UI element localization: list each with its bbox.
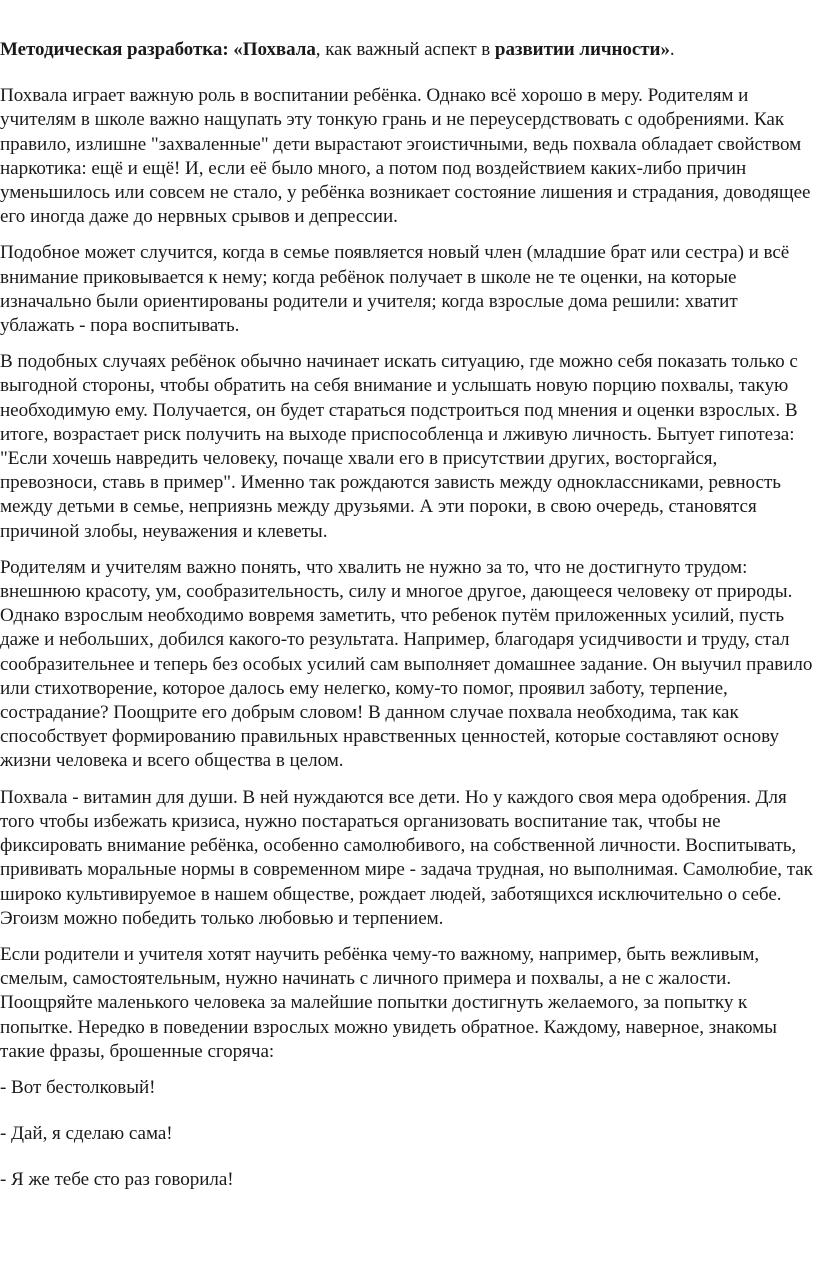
document-title — [0, 38, 816, 62]
title-part-2: , как важный аспект в — [315, 39, 495, 60]
paragraph-5: Похвала - витамин для души. В ней нуждаются все дети. Но у каждого своя мера одобрения. Для того чтобы избежать кризиса, нужно постараться организовать воспитание так, чтобы не фиксировать внимание ребёнка, особенно самолюбивого, на собственной личности. Воспитывать, прививать моральные нормы в современном мире - задача трудная, но выполнимая. Самолюбие, так широко культивируемое в нашем обществе, рождает людей, заботящихся исключительно о себе. Эгоизм можно победить только любовью и терпением. — [0, 786, 813, 929]
phrase-1: - Вот бестолковый! — [0, 1076, 156, 1098]
title-part-4: . — [669, 39, 675, 60]
paragraph-4: Родителям и учителям важно понять, что хвалить не нужно за то, что не достигнуто трудом: внешнюю красоту, ум, сообразительность, силу и многое другое, дающееся человеку от природы. Однако взрослым необходимо вовремя заметить, что ребенок путём приложенных усилий, пусть даже и небольших, добился какого-то результата. Например, благодаря усидчивости и труду, стал сообразительнее и теперь без особых усилий сам выполняет домашнее задание. Он выучил правило или стихотворение, которое далось ему нелегко, кому-то помог, проявил заботу, терпение, сострадание? Поощрите его добрым словом! В данном случае похвала необходима, так как способствует формированию правильных нравственных ценностей, которые составляют основу жизни человека и всего общества в целом. — [0, 556, 813, 772]
phrase-2: - Дай, я сделаю сама! — [0, 1123, 173, 1145]
title-bold-part-3: развитии личности» — [494, 39, 670, 60]
title-bold-part-1: Методическая разработка: «Похвала — [0, 39, 316, 60]
paragraph-6: Если родители и учителя хотят научить ребёнка чему-то важному, например, быть вежливым, смелым, самостоятельным, нужно начинать с личного примера и похвалы, а не с жалости. Поощряйте маленького человека за малейшие попытки достигнуть желаемого, за попытку к попытке. Нередко в поведении взрослых можно увидеть обратное. Каждому, наверное, знакомы такие фразы, брошенные сгоряча: — [0, 943, 777, 1062]
paragraph-2: Подобное может случится, когда в семье появляется новый член (младшие брат или сестра) и всё внимание приковывается к нему; когда ребёнок получает в школе не те оценки, на которые изначально были ориентированы родители и учителя; когда взрослые дома решили: хватит ублажать - пора воспитывать. — [0, 242, 790, 337]
paragraph-3: В подобных случаях ребёнок обычно начинает искать ситуацию, где можно себя показать только с выгодной стороны, чтобы обратить на себя внимание и услышать новую порцию похвалы, такую необходимую ему. Получается, он будет стараться подстроиться под мнения и оценки взрослых. В итоге, возрастает риск получить на выходе приспособленца и лживую личность. Бытует гипотеза: "Если хочешь навредить человеку, почаще хвали его в присутствии других, восторгайся, превозноси, ставь в пример". Именно так рождаются зависть между одноклассниками, ревность между детьми в семье, неприязнь между друзьями. А эти пороки, в свою очередь, становятся причиной злобы, неуважения и клеветы. — [0, 351, 798, 542]
phrase-3: - Я же тебе сто раз говорила! — [0, 1169, 234, 1191]
paragraph-1: Похвала играет важную роль в воспитании ребёнка. Однако всё хорошо в меру. Родителям и учителям в школе важно нащупать эту тонкую грань и не переусердствовать с одобрениями. Как правило, излишне "захваленные" дети вырастают эгоистичными, ведь похвала обладает свойством наркотика: ещё и ещё! И, если её было много, а потом под воздействием каких-либо причин уменьшилось или совсем не стало, у ребёнка возникает состояние лишения и страдания, доводящее его иногда даже до нервных срывов и депрессии. — [0, 85, 811, 228]
